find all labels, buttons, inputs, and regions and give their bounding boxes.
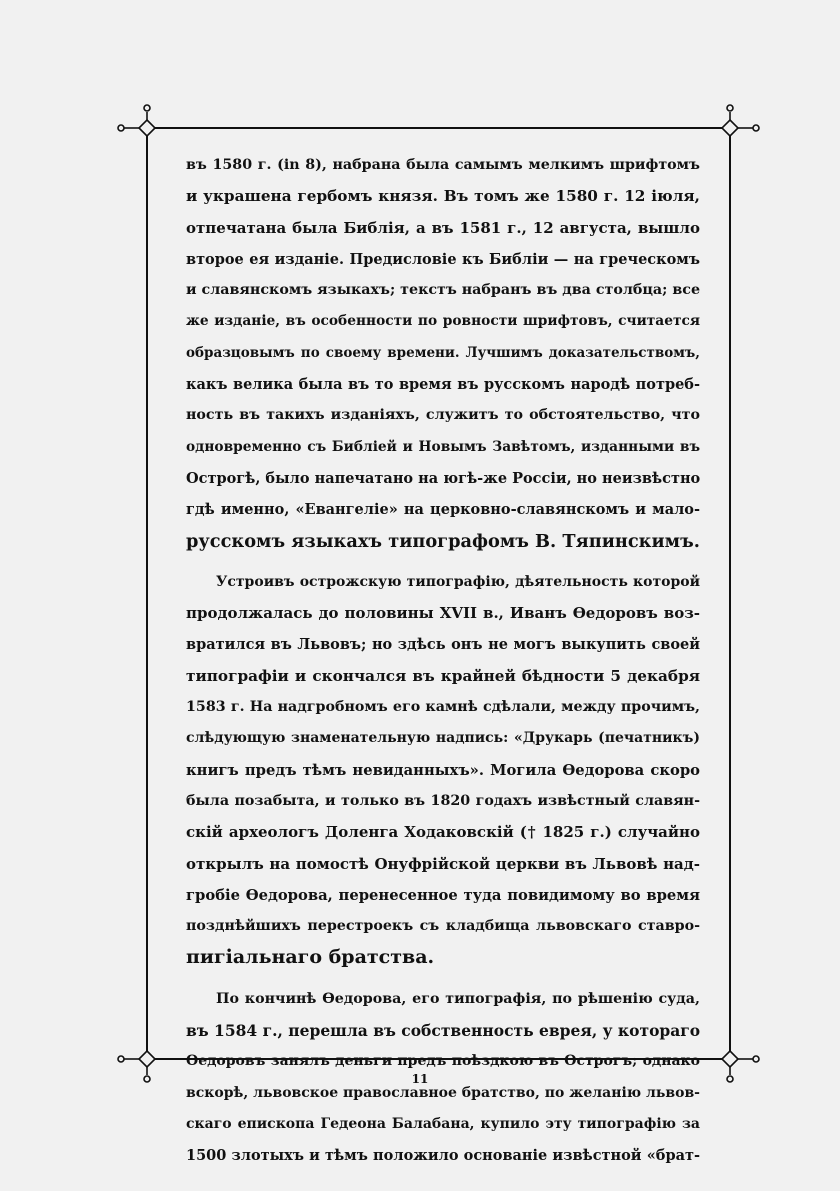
text-line: вратился въ Львовъ; но здѣсь онъ не могъ выкупить своей: [186, 636, 700, 654]
text-line: Острогѣ, было напечатано на югѣ-же Россіи, но неизвѣстно: [186, 469, 701, 487]
text-line: Устроивъ острожскую типографію, дѣятельность которой: [216, 573, 700, 590]
corner-ornament-icon: [118, 1051, 155, 1082]
text-line: въ 1584 г., перешла въ собственность еврея, у котораго: [186, 1021, 701, 1041]
text-line: По кончинѣ Ѳедорова, его типографія, по рѣшенію суда,: [216, 990, 700, 1007]
text-line: и славянскомъ языкахъ; текстъ набранъ въ два столбца; все: [186, 282, 701, 299]
text-line: скаго епископа Гедеона Балабана, купило эту типографію за: [186, 1115, 700, 1132]
text-line: въ 1580 г. (in 8), набрана была самымъ мелкимъ шрифтомъ: [186, 157, 700, 173]
text-line: была позабыта, и только въ 1820 годахъ извѣстный славян-: [186, 792, 700, 809]
text-line: 1583 г. На надгробномъ его камнѣ сдѣлали, между прочимъ,: [186, 699, 700, 716]
text-line: же изданіе, въ особенности по ровности шрифтовъ, считается: [186, 313, 700, 330]
text-line: пигіальнаго братства.: [186, 946, 435, 969]
text-line: книгъ предъ тѣмъ невиданныхъ». Могила Ѳедорова скоро: [186, 761, 700, 779]
text-line: гробіе Ѳедорова, перенесенное туда повидимому во время: [186, 886, 700, 904]
body-text: [186, 150, 700, 1172]
corner-ornament-icon: [722, 1051, 759, 1082]
text-line: открылъ на помостѣ Онуфрійской церкви въ Львовѣ над-: [186, 854, 700, 873]
text-line: Ѳедоровъ занялъ деньги предъ поѣздкою въ Острогъ; однако: [186, 1053, 700, 1070]
text-line: продолжалась до половины XVII в., Иванъ Ѳедоровъ воз-: [186, 604, 700, 623]
text-line: скій археологъ Доленга Ходаковскій († 1825 г.) случайно: [186, 823, 700, 842]
paragraph: [186, 984, 700, 1172]
text-line: 1500 злотыхъ и тѣмъ положило основаніе извѣстной «брат-: [186, 1147, 700, 1165]
paragraph: [186, 150, 700, 557]
text-line: слѣдующую знаменательную надпись: «Друкарь (печатникъ): [186, 730, 700, 747]
corner-ornament-icon: [722, 105, 759, 136]
paragraph: [186, 567, 700, 974]
text-line: типографіи и скончался въ крайней бѣдности 5 декабря: [186, 666, 700, 685]
text-line: русскомъ языкахъ типографомъ В. Тяпинскимъ.: [186, 530, 700, 552]
text-line: второе ея изданіе. Предисловіе къ Библіи — на греческомъ: [186, 250, 700, 268]
text-line: гдѣ именно, «Евангеліе» на церковно-славянскомъ и мало-: [186, 501, 700, 519]
corner-ornament-icon: [118, 105, 155, 136]
text-line: отпечатана была Библія, а въ 1581 г., 12 августа, вышло: [186, 218, 700, 237]
page-number: 11: [411, 1072, 429, 1086]
text-line: ность въ такихъ изданіяхъ, служитъ то обстоятельство, что: [186, 407, 700, 424]
text-line: образцовымъ по своему времени. Лучшимъ доказательствомъ,: [186, 344, 700, 361]
text-line: одновременно съ Библіей и Новымъ Завѣтомъ, изданными въ: [186, 438, 700, 455]
text-line: вскорѣ, львовское православное братство, по желанію львов-: [186, 1084, 700, 1101]
text-line: какъ велика была въ то время въ русскомъ народѣ потреб-: [186, 376, 700, 394]
text-line: позднѣйшихъ перестроекъ съ кладбища львовскаго ставро-: [186, 918, 700, 935]
text-line: и украшена гербомъ князя. Въ томъ же 1580 г. 12 іюля,: [186, 187, 700, 206]
